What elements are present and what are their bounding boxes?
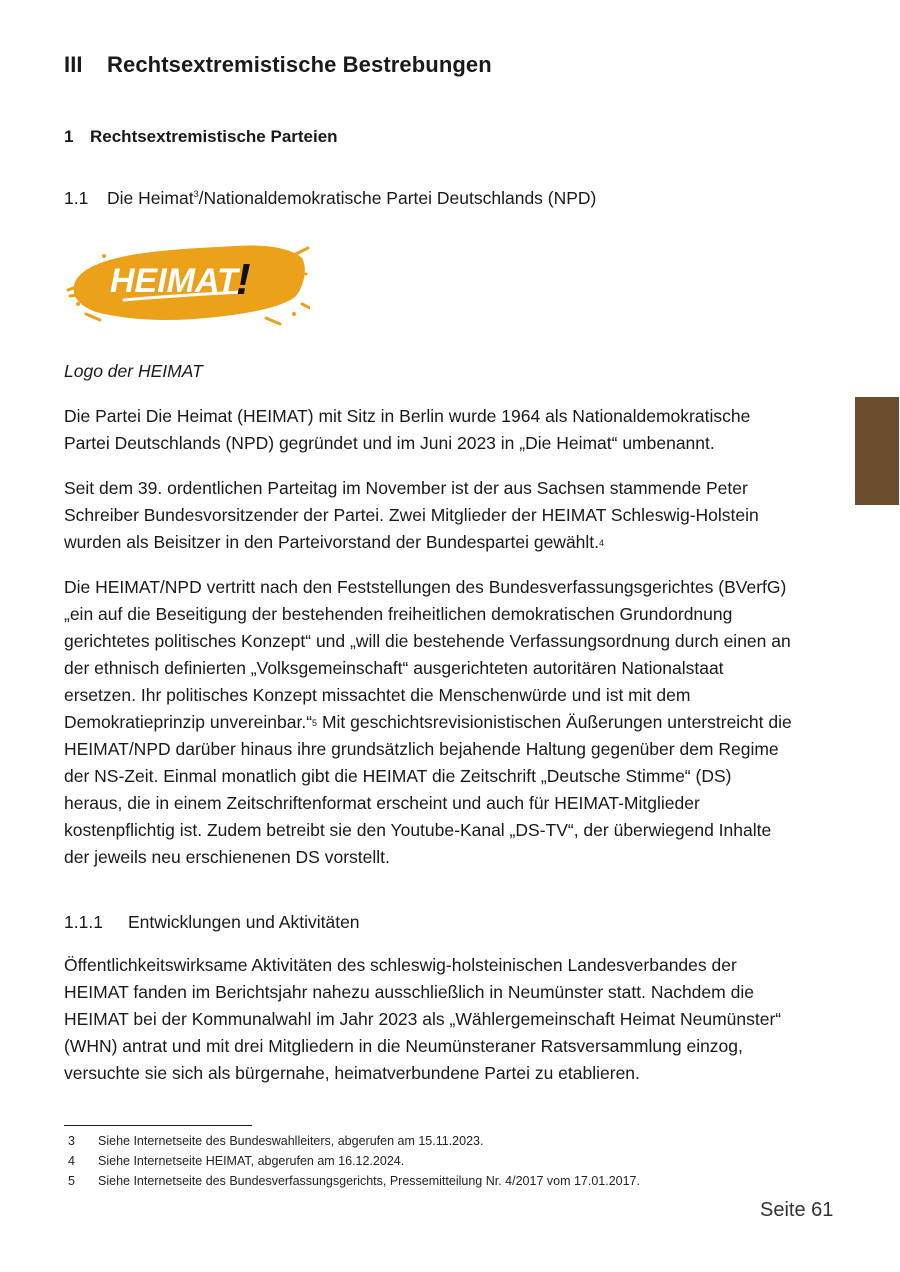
chapter-tab-marker [855, 397, 899, 505]
subsection-title-part2: /Nationaldemokratische Partei Deutschlands (NPD) [198, 188, 597, 208]
subsubsection-title: Entwicklungen und Aktivitäten [128, 912, 360, 932]
section-heading [64, 127, 338, 147]
footnote-ref-3: 3 [193, 189, 199, 199]
section-number: 1 [64, 127, 74, 146]
footnote-number: 4 [68, 1154, 75, 1168]
chapter-heading [64, 52, 492, 78]
heimat-logo [66, 234, 310, 326]
paragraph-2-text: Seit dem 39. ordentlichen Parteitag im November ist der aus Sachsen stammende Peter Schreiber Bundesvorsitzender der Partei. Zwei Mitglieder der HEIMAT Schleswig-Holstein wurden als Beisitzer in den Parteivorstand der Bundespartei gewählt. [64, 478, 759, 552]
paragraph-2 [64, 475, 794, 556]
footnote-text: Siehe Internetseite des Bundesverfassungsgerichts, Pressemitteilung Nr. 4/2017 vom 17.01.2017. [98, 1174, 640, 1188]
footnote-divider [64, 1125, 252, 1126]
subsubsection-number: 1.1.1 [64, 912, 103, 932]
subsection-title-part1: Die Heimat [107, 188, 194, 208]
logo-caption: Logo der HEIMAT [64, 361, 203, 381]
logo-exclamation: ! [236, 255, 251, 304]
paragraph-1-text: Die Partei Die Heimat (HEIMAT) mit Sitz in Berlin wurde 1964 als Nationaldemokratische Partei Deutschlands (NPD) gegründet und im Juni 2023 in „Die Heimat“ umbenannt. [64, 406, 751, 453]
subsection-heading [64, 188, 596, 209]
chapter-title: Rechtsextremistische Bestrebungen [107, 52, 492, 77]
footnote-ref-4: 4 [599, 538, 605, 548]
footnote-ref-5: 5 [312, 718, 318, 728]
footnote-number: 5 [68, 1174, 75, 1188]
paragraph-3-continuation: Mit geschichtsrevisionistischen Äußerungen unterstreicht die HEIMAT/NPD darüber hinaus ihre grundsätzlich bejahende Haltung gegenüber dem Regime der NS-Zeit. Einmal monatlich gibt die HEIMAT die Zeitschrift „Deutsche Stimme“ (DS) heraus, die in einem Zeitschriftenformat erscheint und auch für HEIMAT-Mitglieder kostenpflichtig ist. Zudem betreibt sie den Youtube-Kanal „DS-TV“, der überwiegend Inhalte der jeweils neu erschienenen DS vorstellt. [64, 712, 792, 867]
subsection-number: 1.1 [64, 188, 89, 208]
paragraph-4 [64, 952, 794, 1087]
section-title: Rechtsextremistische Parteien [90, 127, 338, 146]
paragraph-1 [64, 403, 794, 457]
footnote-3 [64, 1132, 483, 1150]
footnote-number: 3 [68, 1134, 75, 1148]
paragraph-3-text: Die HEIMAT/NPD vertritt nach den Feststellungen des Bundesverfassungsgerichtes (BVerfG) „ein auf die Beseitigung der bestehenden freiheitlichen demokratischen Grundordnung gerichtetes politisches Konzept“ und „will die bestehende Verfassungsordnung durch einen an der ethnisch definierten „Volksgemeinschaft“ ausgerichteten autoritären Nationalstaat ersetzen. Ihr politisches Konzept missachtet die Menschenwürde und ist mit dem Demokratieprinzip unvereinbar.“ [64, 577, 791, 732]
footnote-text: Siehe Internetseite HEIMAT, abgerufen am 16.12.2024. [98, 1154, 405, 1168]
page-number: Seite 61 [760, 1199, 834, 1221]
subsubsection-heading [64, 912, 360, 933]
paragraph-3 [64, 574, 794, 871]
chapter-number: III [64, 52, 83, 77]
footnote-4 [64, 1152, 404, 1170]
footnote-5 [64, 1172, 640, 1190]
paragraph-4-text: Öffentlichkeitswirksame Aktivitäten des schleswig-holsteinischen Landesverbandes der HEIMAT fanden im Berichtsjahr nahezu ausschließlich in Neumünster statt. Nachdem die HEIMAT bei der Kommunalwahl im Jahr 2023 als „Wählergemeinschaft Heimat Neumünster“ (WHN) antrat und mit drei Mitgliedern in die Neumünsteraner Ratsversammlung einzog, versuchte sie sich als bürgernahe, heimatverbundene Partei zu etablieren. [64, 955, 782, 1083]
footnote-text: Siehe Internetseite des Bundeswahlleiters, abgerufen am 15.11.2023. [98, 1134, 484, 1148]
logo-wordmark: HEIMAT [110, 262, 238, 300]
